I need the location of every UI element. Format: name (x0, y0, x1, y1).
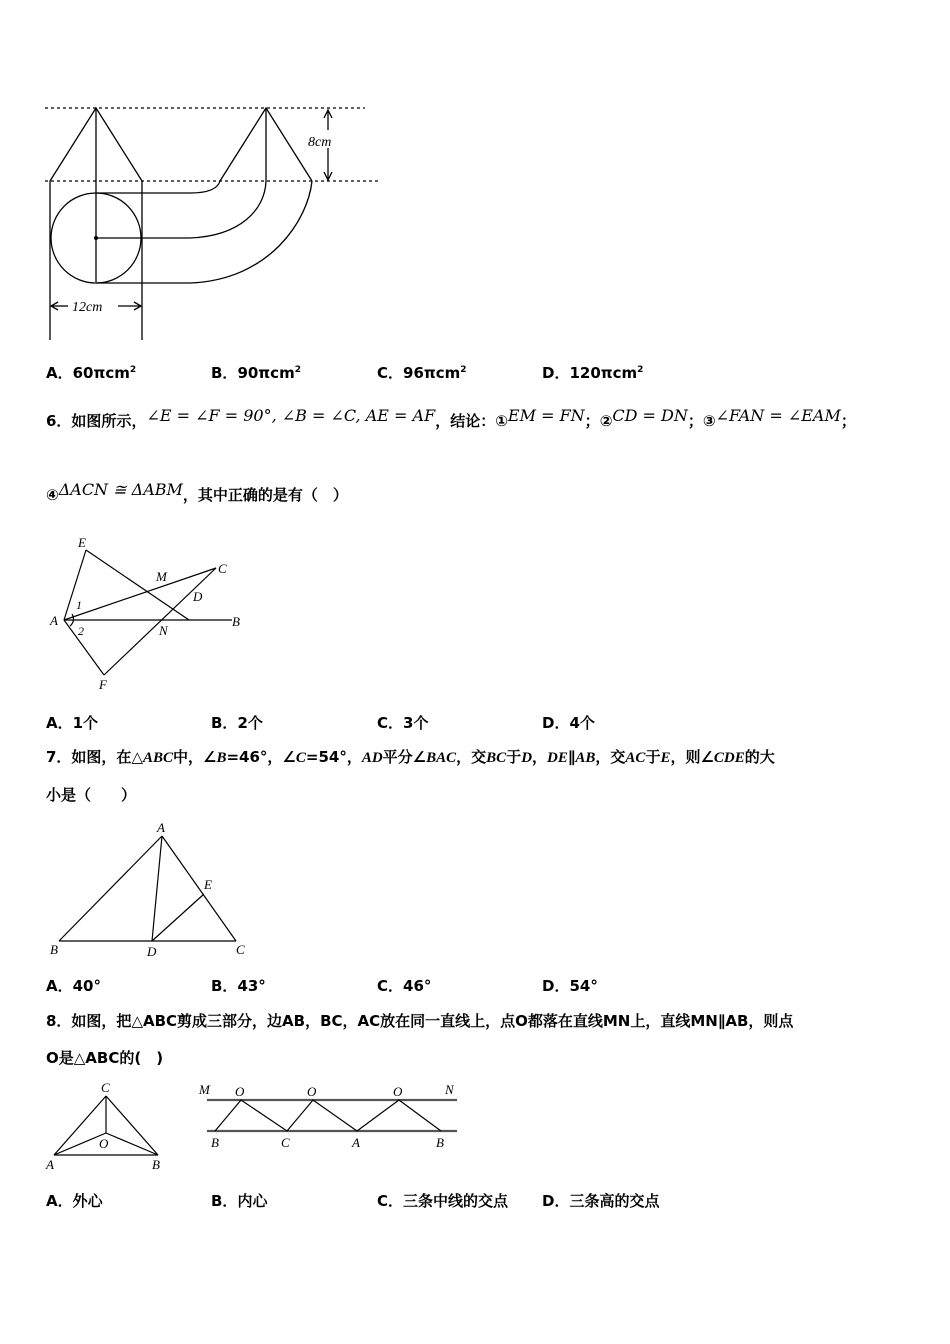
q8-option-d[interactable]: D．三条高的交点 (542, 1192, 660, 1210)
label-m: M (199, 1082, 210, 1097)
q7-stem-run: AB (575, 750, 596, 766)
segment-cb (106, 1096, 158, 1155)
q7-stem-run: ABC (142, 750, 173, 766)
label-a: A (157, 820, 165, 835)
q7-stem-run: C (295, 750, 306, 766)
q7-stem-run: 的大 (744, 748, 775, 766)
label-o-1: O (235, 1084, 245, 1099)
label-d: D (193, 589, 203, 604)
q7-stem-run: AD (361, 750, 383, 766)
segment-cf (104, 568, 216, 675)
q7-stem-run: E (660, 750, 671, 766)
q8-stem-line1: 8．如图，把△ABC剪成三部分，边AB，BC，AC放在同一直线上，点O都落在直线MN上，直线MN∥AB，则点 (46, 1012, 794, 1030)
sector-top-arc (96, 181, 220, 193)
q6-option-d[interactable]: D．4个 (542, 714, 595, 732)
q8-figure-triangle (44, 1078, 169, 1176)
label-b: B (152, 1157, 160, 1172)
sector-outer-arc (96, 181, 312, 283)
label-n: N (445, 1082, 454, 1097)
label-m: M (156, 569, 167, 584)
label-d: D (147, 944, 157, 959)
segment-ab (59, 836, 162, 941)
q6-option-b[interactable]: B．2个 (211, 714, 263, 732)
q5-option-c[interactable]: C．96πcm$^2$ (377, 364, 467, 382)
q7-option-b[interactable]: B．43° (211, 977, 266, 995)
q5-figure (40, 100, 385, 345)
label-a: A (46, 1157, 54, 1172)
label-c: C (281, 1135, 290, 1150)
q7-stem-run: 中，∠ (173, 748, 217, 766)
q7-stem-run: ∥ (567, 748, 576, 766)
q6-option-a[interactable]: A．1个 (46, 714, 99, 732)
q7-stem-run: DE (547, 750, 568, 766)
q7-stem-run: =54°， (305, 748, 362, 766)
q8-option-c[interactable]: C．三条中线的交点 (377, 1192, 509, 1210)
sector-mid-arc (96, 181, 266, 238)
q6-option-c[interactable]: C．3个 (377, 714, 429, 732)
label-o: O (99, 1136, 109, 1151)
label-f: F (99, 677, 107, 692)
q8-option-b[interactable]: B．内心 (211, 1192, 268, 1210)
q6-conclusion-2: CD = DN (612, 406, 688, 425)
segment-af (64, 620, 104, 675)
label-n: N (159, 623, 168, 638)
segment-eb (86, 550, 189, 620)
q6-figure (44, 534, 254, 694)
q5-option-b[interactable]: B．90πcm$^2$ (211, 364, 301, 382)
q5-option-d[interactable]: D．120πcm$^2$ (542, 364, 644, 382)
q7-stem-line2: 小是（ ） (46, 786, 137, 804)
circle-center (94, 236, 98, 240)
q7-stem-line1 (46, 746, 775, 767)
q8-option-a[interactable]: A．外心 (46, 1192, 103, 1210)
label-b-1: B (211, 1135, 219, 1150)
q7-stem-run: 7．如图，在△ (46, 748, 143, 766)
label-o-2: O (307, 1084, 317, 1099)
q7-figure (44, 818, 264, 963)
label-c: C (218, 561, 227, 576)
height-label: 8cm (308, 135, 332, 150)
q7-stem-run: =46°，∠ (226, 748, 296, 766)
segment-de (152, 894, 204, 941)
q7-stem-run: 平分∠ (382, 748, 427, 766)
q7-stem-run: BAC (426, 750, 457, 766)
q7-stem-run: ，则∠ (670, 748, 714, 766)
label-b: B (50, 942, 58, 957)
q7-stem-run: B (216, 750, 227, 766)
label-b-2: B (436, 1135, 444, 1150)
q8-stem-line2: O是△ABC的( ) (46, 1049, 164, 1067)
q5-option-a[interactable]: A．60πcm$^2$ (46, 364, 137, 382)
label-b: B (232, 614, 240, 629)
q6-conclusion-1: EM = FN (507, 406, 585, 425)
q7-stem-run: CDE (713, 750, 745, 766)
q6-stem-line1: 6．如图所示，∠E = ∠F = 90°, ∠B = ∠C, AE = AF，结论：①EM = FN；②CD = DN；③∠FAN = ∠EAM； (46, 406, 856, 430)
label-a: A (50, 613, 58, 628)
label-e: E (78, 535, 86, 550)
q6-conclusion-3: ∠FAN = ∠EAM (715, 406, 841, 425)
label-angle-2: 2 (78, 624, 84, 638)
label-a: A (352, 1135, 360, 1150)
label-angle-1: 1 (76, 598, 82, 612)
q6-given: ∠E = ∠F = 90°, ∠B = ∠C, AE = AF (146, 406, 436, 425)
q7-stem-run: 于 (645, 748, 661, 766)
label-e: E (204, 877, 212, 892)
label-c: C (236, 942, 245, 957)
q7-option-a[interactable]: A．40° (46, 977, 101, 995)
q7-stem-run: ，交 (595, 748, 626, 766)
q7-stem-run: ， (532, 748, 548, 766)
q7-stem-run: D (521, 750, 533, 766)
q7-stem-run: AC (625, 750, 646, 766)
q7-stem-run: 于 (506, 748, 522, 766)
q8-figure-strip (195, 1078, 465, 1153)
width-label: 12cm (72, 300, 103, 315)
segment-bo (106, 1133, 158, 1155)
q6-conclusion-4: ΔACN ≅ ΔABM (58, 480, 183, 499)
q6-stem-line2: ④ΔACN ≅ ΔABM，其中正确的是有（ ） (46, 480, 348, 504)
segment-ac (162, 836, 236, 941)
q7-option-c[interactable]: C．46° (377, 977, 432, 995)
segment-ad (152, 836, 162, 941)
segment-ae (64, 550, 86, 620)
label-o-3: O (393, 1084, 403, 1099)
label-c: C (101, 1080, 110, 1095)
zigzag-pieces (215, 1100, 441, 1131)
q7-stem-run: BC (486, 750, 507, 766)
q7-stem-run: ，交 (456, 748, 487, 766)
q7-option-d[interactable]: D．54° (542, 977, 598, 995)
